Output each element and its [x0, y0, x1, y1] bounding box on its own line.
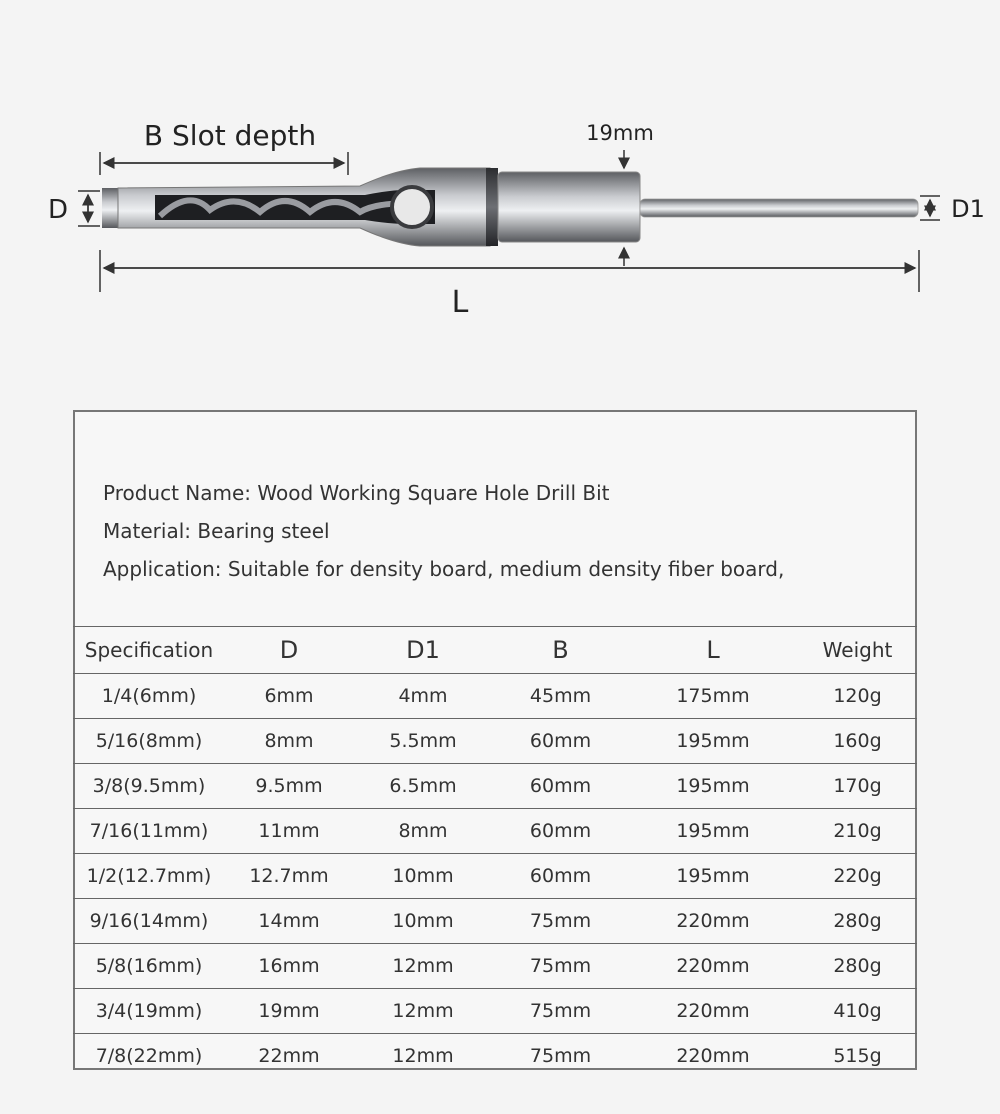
table-row: [73, 719, 917, 764]
table-header-row: [73, 627, 917, 674]
cell-d: 6mm: [225, 674, 353, 719]
cell-d: 8mm: [225, 719, 353, 764]
cell-d1: 10mm: [353, 899, 493, 944]
cell-d1: 8mm: [353, 809, 493, 854]
cell-l: 195mm: [628, 764, 798, 809]
cell-weight: 410g: [798, 989, 917, 1034]
cell-weight: 280g: [798, 899, 917, 944]
cell-specification: 1/2(12.7mm): [73, 854, 225, 899]
cell-d: 16mm: [225, 944, 353, 989]
cell-d: 12.7mm: [225, 854, 353, 899]
table-row: [73, 674, 917, 719]
cell-l: 220mm: [628, 989, 798, 1034]
cell-d1: 12mm: [353, 1034, 493, 1079]
cell-b: 75mm: [493, 1034, 628, 1079]
product-material: Material: Bearing steel: [103, 519, 330, 543]
cell-weight: 170g: [798, 764, 917, 809]
cell-l: 220mm: [628, 944, 798, 989]
cell-weight: 515g: [798, 1034, 917, 1079]
col-header-b: B: [493, 627, 628, 674]
table-row: [73, 854, 917, 899]
cell-d1: 6.5mm: [353, 764, 493, 809]
cell-l: 195mm: [628, 809, 798, 854]
cell-l: 195mm: [628, 854, 798, 899]
cell-d1: 5.5mm: [353, 719, 493, 764]
cell-specification: 5/8(16mm): [73, 944, 225, 989]
cell-weight: 160g: [798, 719, 917, 764]
cell-l: 220mm: [628, 1034, 798, 1079]
cell-d: 19mm: [225, 989, 353, 1034]
table-row: [73, 989, 917, 1034]
table-row: [73, 944, 917, 989]
product-name: Product Name: Wood Working Square Hole Drill Bit: [103, 481, 610, 505]
col-header-weight: Weight: [798, 627, 917, 674]
cell-weight: 280g: [798, 944, 917, 989]
table-row: [73, 809, 917, 854]
cell-b: 75mm: [493, 944, 628, 989]
cell-b: 45mm: [493, 674, 628, 719]
slot-depth-label: B Slot depth: [143, 119, 317, 152]
table-row: [73, 1034, 917, 1079]
cell-weight: 220g: [798, 854, 917, 899]
table-row: [73, 764, 917, 809]
cell-d1: 10mm: [353, 854, 493, 899]
cell-b: 60mm: [493, 854, 628, 899]
cell-specification: 3/4(19mm): [73, 989, 225, 1034]
collar-size-label: 19mm: [586, 121, 654, 145]
cell-specification: 7/8(22mm): [73, 1034, 225, 1079]
cell-specification: 3/8(9.5mm): [73, 764, 225, 809]
cell-d: 9.5mm: [225, 764, 353, 809]
cell-specification: 7/16(11mm): [73, 809, 225, 854]
product-info: [103, 474, 784, 588]
cell-l: 175mm: [628, 674, 798, 719]
cell-b: 60mm: [493, 809, 628, 854]
d1-label: D1: [951, 195, 985, 223]
cell-d1: 4mm: [353, 674, 493, 719]
chisel-collar-ring: [486, 168, 498, 246]
cell-d: 22mm: [225, 1034, 353, 1079]
col-header-specification: Specification: [73, 627, 225, 674]
spec-panel: [73, 410, 917, 1070]
cell-d: 11mm: [225, 809, 353, 854]
cell-b: 75mm: [493, 899, 628, 944]
cell-specification: 9/16(14mm): [73, 899, 225, 944]
cell-specification: 5/16(8mm): [73, 719, 225, 764]
drill-bit-diagram: [0, 0, 1000, 380]
cell-l: 195mm: [628, 719, 798, 764]
cell-weight: 210g: [798, 809, 917, 854]
col-header-d1: D1: [353, 627, 493, 674]
cell-b: 60mm: [493, 719, 628, 764]
d-label: D: [47, 195, 69, 225]
cell-b: 75mm: [493, 989, 628, 1034]
cell-d1: 12mm: [353, 944, 493, 989]
cell-weight: 120g: [798, 674, 917, 719]
collar: [498, 172, 640, 242]
chisel-tip: [102, 188, 120, 228]
length-label: L: [451, 285, 469, 320]
spec-table: [73, 626, 917, 1078]
cell-d: 14mm: [225, 899, 353, 944]
cell-d1: 12mm: [353, 989, 493, 1034]
col-header-d: D: [225, 627, 353, 674]
cell-b: 60mm: [493, 764, 628, 809]
col-header-l: L: [628, 627, 798, 674]
product-application: Application: Suitable for density board, medium density fiber board,: [103, 557, 785, 581]
cell-l: 220mm: [628, 899, 798, 944]
table-row: [73, 899, 917, 944]
chip-ejection-hole: [392, 187, 432, 227]
cell-specification: 1/4(6mm): [73, 674, 225, 719]
shank: [640, 199, 918, 217]
